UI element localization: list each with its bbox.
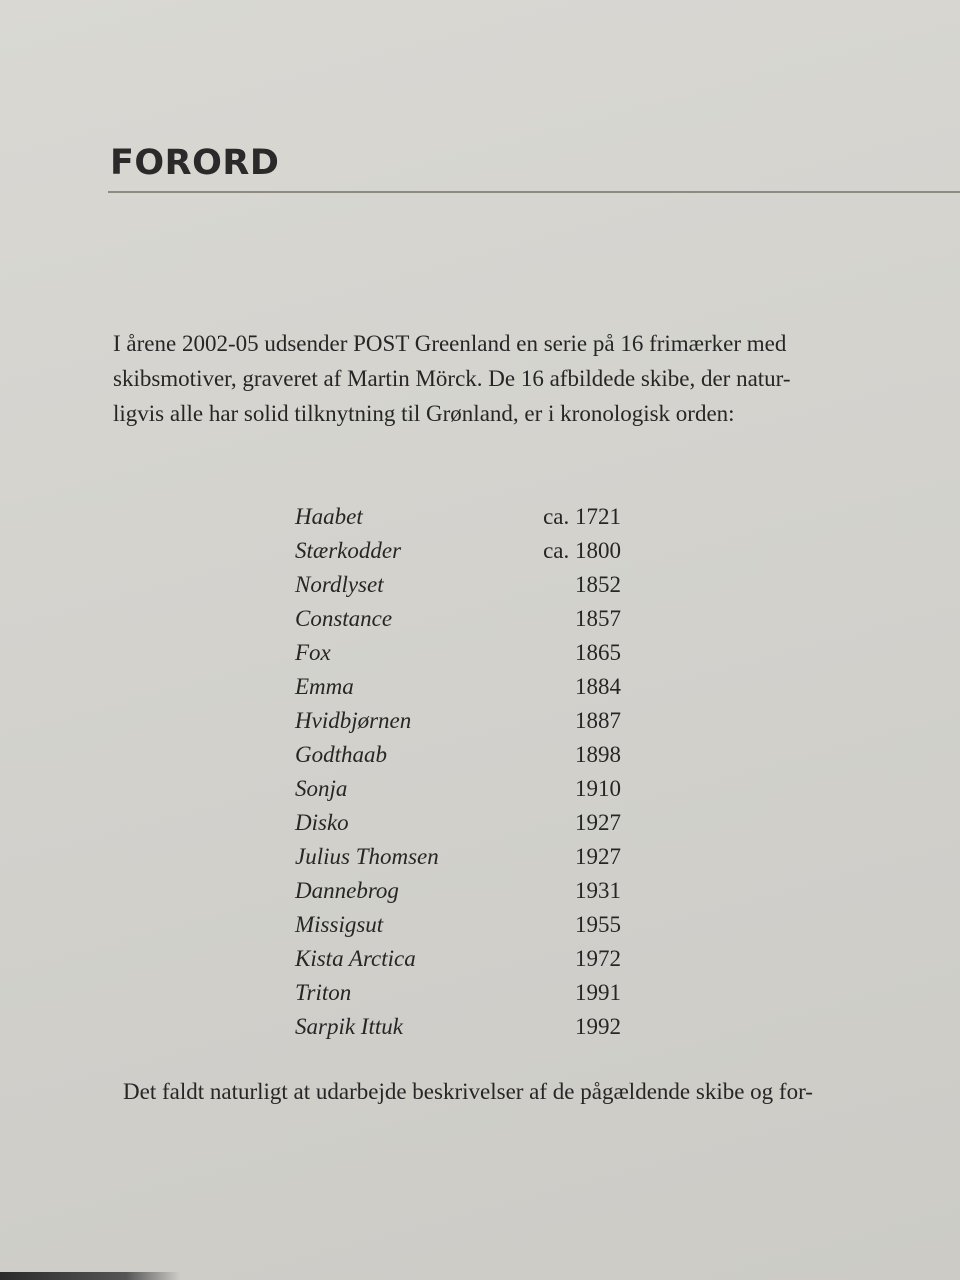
ship-year: ca. 1721 (543, 504, 621, 529)
ship-name: Constance (295, 606, 393, 631)
ship-name: Stærkodder (295, 538, 402, 563)
ship-name: Godthaab (295, 742, 387, 767)
ship-year: 1887 (575, 708, 621, 733)
ship-row (295, 738, 625, 772)
intro-line: I årene 2002-05 udsender POST Greenland en serie på 16 frimærker med (113, 331, 787, 356)
intro-line: skibsmotiver, graveret af Martin Mörck. De 16 afbildede skibe, der natur- (113, 366, 791, 391)
ship-name: Sarpik Ittuk (295, 1014, 403, 1039)
ship-list (295, 500, 625, 1044)
intro-line: ligvis alle har solid tilknytning til Grønland, er i kronologisk orden: (113, 401, 735, 426)
ship-row (295, 500, 625, 534)
ship-row (295, 568, 625, 602)
ship-row (295, 942, 625, 976)
ship-year: ca. 1800 (543, 538, 621, 563)
ship-name: Disko (295, 810, 349, 835)
ship-year: 1857 (575, 606, 621, 631)
ship-year: 1898 (575, 742, 621, 767)
ship-name: Triton (295, 980, 352, 1005)
ship-year: 1910 (575, 776, 621, 801)
ship-name: Kista Arctica (295, 946, 416, 971)
ship-year: 1852 (575, 572, 621, 597)
ship-row (295, 636, 625, 670)
ship-name: Emma (295, 674, 354, 699)
ship-name: Julius Thomsen (295, 844, 439, 869)
ship-row (295, 704, 625, 738)
closing-paragraph: Det faldt naturligt at udarbejde beskrivelser af de pågældende skibe og for- (123, 1079, 813, 1104)
ship-row (295, 602, 625, 636)
ship-name: Missigsut (295, 912, 384, 937)
ship-row (295, 874, 625, 908)
ship-row (295, 1010, 625, 1044)
ship-name: Nordlyset (295, 572, 384, 597)
ship-row (295, 908, 625, 942)
page-shadow-edge (0, 1272, 180, 1280)
ship-row (295, 670, 625, 704)
ship-row (295, 806, 625, 840)
ship-name: Dannebrog (295, 878, 399, 903)
ship-year: 1955 (575, 912, 621, 937)
ship-row (295, 772, 625, 806)
ship-year: 1884 (575, 674, 621, 699)
ship-year: 1931 (575, 878, 621, 903)
ship-year: 1992 (575, 1014, 621, 1039)
ship-year: 1865 (575, 640, 621, 665)
ship-year: 1927 (575, 810, 621, 835)
heading-rule (108, 191, 960, 193)
ship-name: Hvidbjørnen (295, 708, 412, 733)
ship-year: 1927 (575, 844, 621, 869)
ship-row (295, 976, 625, 1010)
ship-name: Fox (295, 640, 331, 665)
ship-year: 1972 (575, 946, 621, 971)
ship-name: Haabet (295, 504, 363, 529)
ship-row (295, 840, 625, 874)
ship-year: 1991 (575, 980, 621, 1005)
intro-paragraph (113, 326, 913, 431)
page-heading: FORORD (110, 143, 280, 183)
ship-row (295, 534, 625, 568)
ship-name: Sonja (295, 776, 348, 801)
